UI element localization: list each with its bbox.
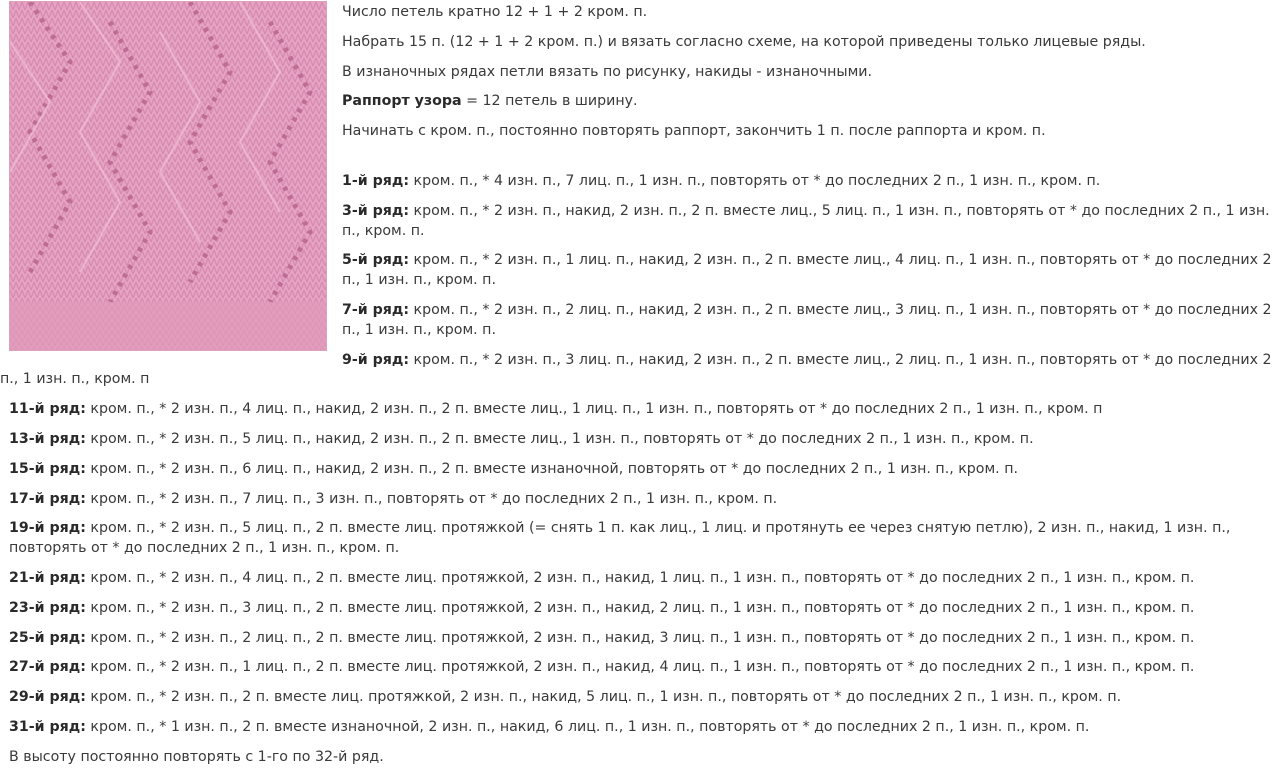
knitting-pattern-photo	[9, 1, 327, 351]
row-label: 7-й ряд:	[342, 301, 410, 318]
row-text: кром. п., * 4 изн. п., 7 лиц. п., 1 изн. п., повторять от * до последних 2 п., 1 изн. п., кром. п.	[409, 172, 1101, 189]
row-label: 15-й ряд:	[9, 460, 86, 477]
row-text: кром. п., * 1 изн. п., 2 п. вместе изнаночной, 2 изн. п., накид, 6 лиц. п., 1 изн. п., повторять от * до последних 2 п., 1 изн. п., кром. п.	[85, 718, 1090, 735]
pattern-row	[0, 460, 1274, 480]
pattern-row	[0, 351, 1274, 391]
row-text: кром. п., * 2 изн. п., 2 лиц. п., 2 п. вместе лиц. протяжкой, 2 изн. п., накид, 3 лиц. п., 1 изн. п., повторять от * до последних 2 п., 1 изн. п., кром. п.	[85, 629, 1195, 646]
row-text: кром. п., * 2 изн. п., накид, 2 изн. п., 2 п. вместе лиц., 5 лиц. п., 1 изн. п., повторять от * до последних 2 п., 1 изн. п., кром. п.	[342, 202, 1270, 239]
cast-on-text: Набрать 15 п. (12 + 1 + 2 кром. п.) и вязать согласно схеме, на которой приведены только лицевые ряды.	[342, 33, 1146, 50]
row-text: кром. п., * 2 изн. п., 1 лиц. п., 2 п. вместе лиц. протяжкой, 2 изн. п., накид, 4 лиц. п., 1 изн. п., повторять от * до последних 2 п., 1 изн. п., кром. п.	[85, 659, 1195, 676]
row-label: 19-й ряд:	[9, 520, 86, 537]
row-text: кром. п., * 2 изн. п., 3 лиц. п., 2 п. вместе лиц. протяжкой, 2 изн. п., накид, 2 лиц. п., 1 изн. п., повторять от * до последних 2 п., 1 изн. п., кром. п.	[85, 599, 1195, 616]
pattern-row	[0, 599, 1274, 619]
row-label: 13-й ряд:	[9, 430, 86, 447]
pattern-row	[0, 430, 1274, 450]
rapport-label: Раппорт узора	[342, 93, 462, 110]
row-text: кром. п., * 2 изн. п., 5 лиц. п., накид, 2 изн. п., 2 п. вместе лиц., 1 изн. п., повторять от * до последних 2 п., 1 изн. п., кром. п.	[85, 430, 1034, 447]
row-label: 25-й ряд:	[9, 629, 86, 646]
row-text: кром. п., * 2 изн. п., 2 лиц. п., накид, 2 изн. п., 2 п. вместе лиц., 3 лиц. п., 1 изн. п., повторять от * до последних 2 п., 1 изн. п., кром. п.	[342, 301, 1272, 338]
row-label: 11-й ряд:	[9, 401, 86, 418]
rapport-value: = 12 петель в ширину.	[461, 93, 638, 110]
pattern-row	[0, 688, 1274, 708]
footer-text: В высоту постоянно повторять с 1-го по 32-й ряд.	[9, 748, 384, 765]
row-text: кром. п., * 2 изн. п., 6 лиц. п., накид, 2 изн. п., 2 п. вместе изнаночной, повторять от * до последних 2 п., 1 изн. п., кром. п.	[85, 460, 1018, 477]
pattern-row	[0, 718, 1274, 738]
row-text: кром. п., * 2 изн. п., 5 лиц. п., 2 п. вместе лиц. протяжкой (= снять 1 п. как лиц., 1 лиц. и протянуть ее через снятую петлю), 2 изн. п., накид, 1 изн. п., повторять от * до последних 2 п., 1 изн. п., кром. п.	[9, 520, 1231, 557]
row-label: 23-й ряд:	[9, 599, 86, 616]
row-label: 27-й ряд:	[9, 659, 86, 676]
row-text: кром. п., * 2 изн. п., 3 лиц. п., накид, 2 изн. п., 2 п. вместе лиц., 2 лиц. п., 1 изн. п., повторять от * до последних 2 п., 1 изн. п., кром. п	[0, 351, 1272, 388]
knitting-texture-image	[10, 2, 326, 350]
row-text: кром. п., * 2 изн. п., 4 лиц. п., 2 п. вместе лиц. протяжкой, 2 изн. п., накид, 1 лиц. п., 1 изн. п., повторять от * до последних 2 п., 1 изн. п., кром. п.	[85, 569, 1195, 586]
row-text: кром. п., * 2 изн. п., 2 п. вместе лиц. протяжкой, 2 изн. п., накид, 5 лиц. п., 1 изн. п., повторять от * до последних 2 п., 1 изн. п., кром. п.	[85, 689, 1122, 706]
row-text: кром. п., * 2 изн. п., 7 лиц. п., 3 изн. п., повторять от * до последних 2 п., 1 изн. п., кром. п.	[85, 490, 778, 507]
wrong-side-text: В изнаночных рядах петли вязать по рисунку, накиды - изнаночными.	[342, 63, 873, 80]
row-text: кром. п., * 2 изн. п., 4 лиц. п., накид, 2 изн. п., 2 п. вместе лиц., 1 лиц. п., 1 изн. п., повторять от * до последних 2 п., 1 изн. п., кром. п	[85, 401, 1103, 418]
pattern-row	[0, 569, 1274, 589]
row-label: 21-й ряд:	[9, 569, 86, 586]
row-label: 17-й ряд:	[9, 490, 86, 507]
row-label: 1-й ряд:	[342, 172, 410, 189]
row-label: 3-й ряд:	[342, 202, 410, 219]
start-text: Начинать с кром. п., постоянно повторять раппорт, закончить 1 п. после раппорта и кром. п.	[342, 123, 1046, 140]
pattern-row	[0, 519, 1274, 559]
row-label: 31-й ряд:	[9, 718, 86, 735]
row-text: кром. п., * 2 изн. п., 1 лиц. п., накид, 2 изн. п., 2 п. вместе лиц., 4 лиц. п., 1 изн. п., повторять от * до последних 2 п., 1 изн. п., кром. п.	[342, 252, 1272, 289]
pattern-row	[0, 658, 1274, 678]
pattern-row	[0, 400, 1274, 420]
pattern-row	[0, 490, 1274, 510]
stitch-count-text: Число петель кратно 12 + 1 + 2 кром. п.	[342, 4, 648, 20]
row-label: 29-й ряд:	[9, 689, 86, 706]
row-label: 5-й ряд:	[342, 252, 410, 269]
pattern-row	[0, 629, 1274, 649]
row-label: 9-й ряд:	[342, 351, 410, 368]
